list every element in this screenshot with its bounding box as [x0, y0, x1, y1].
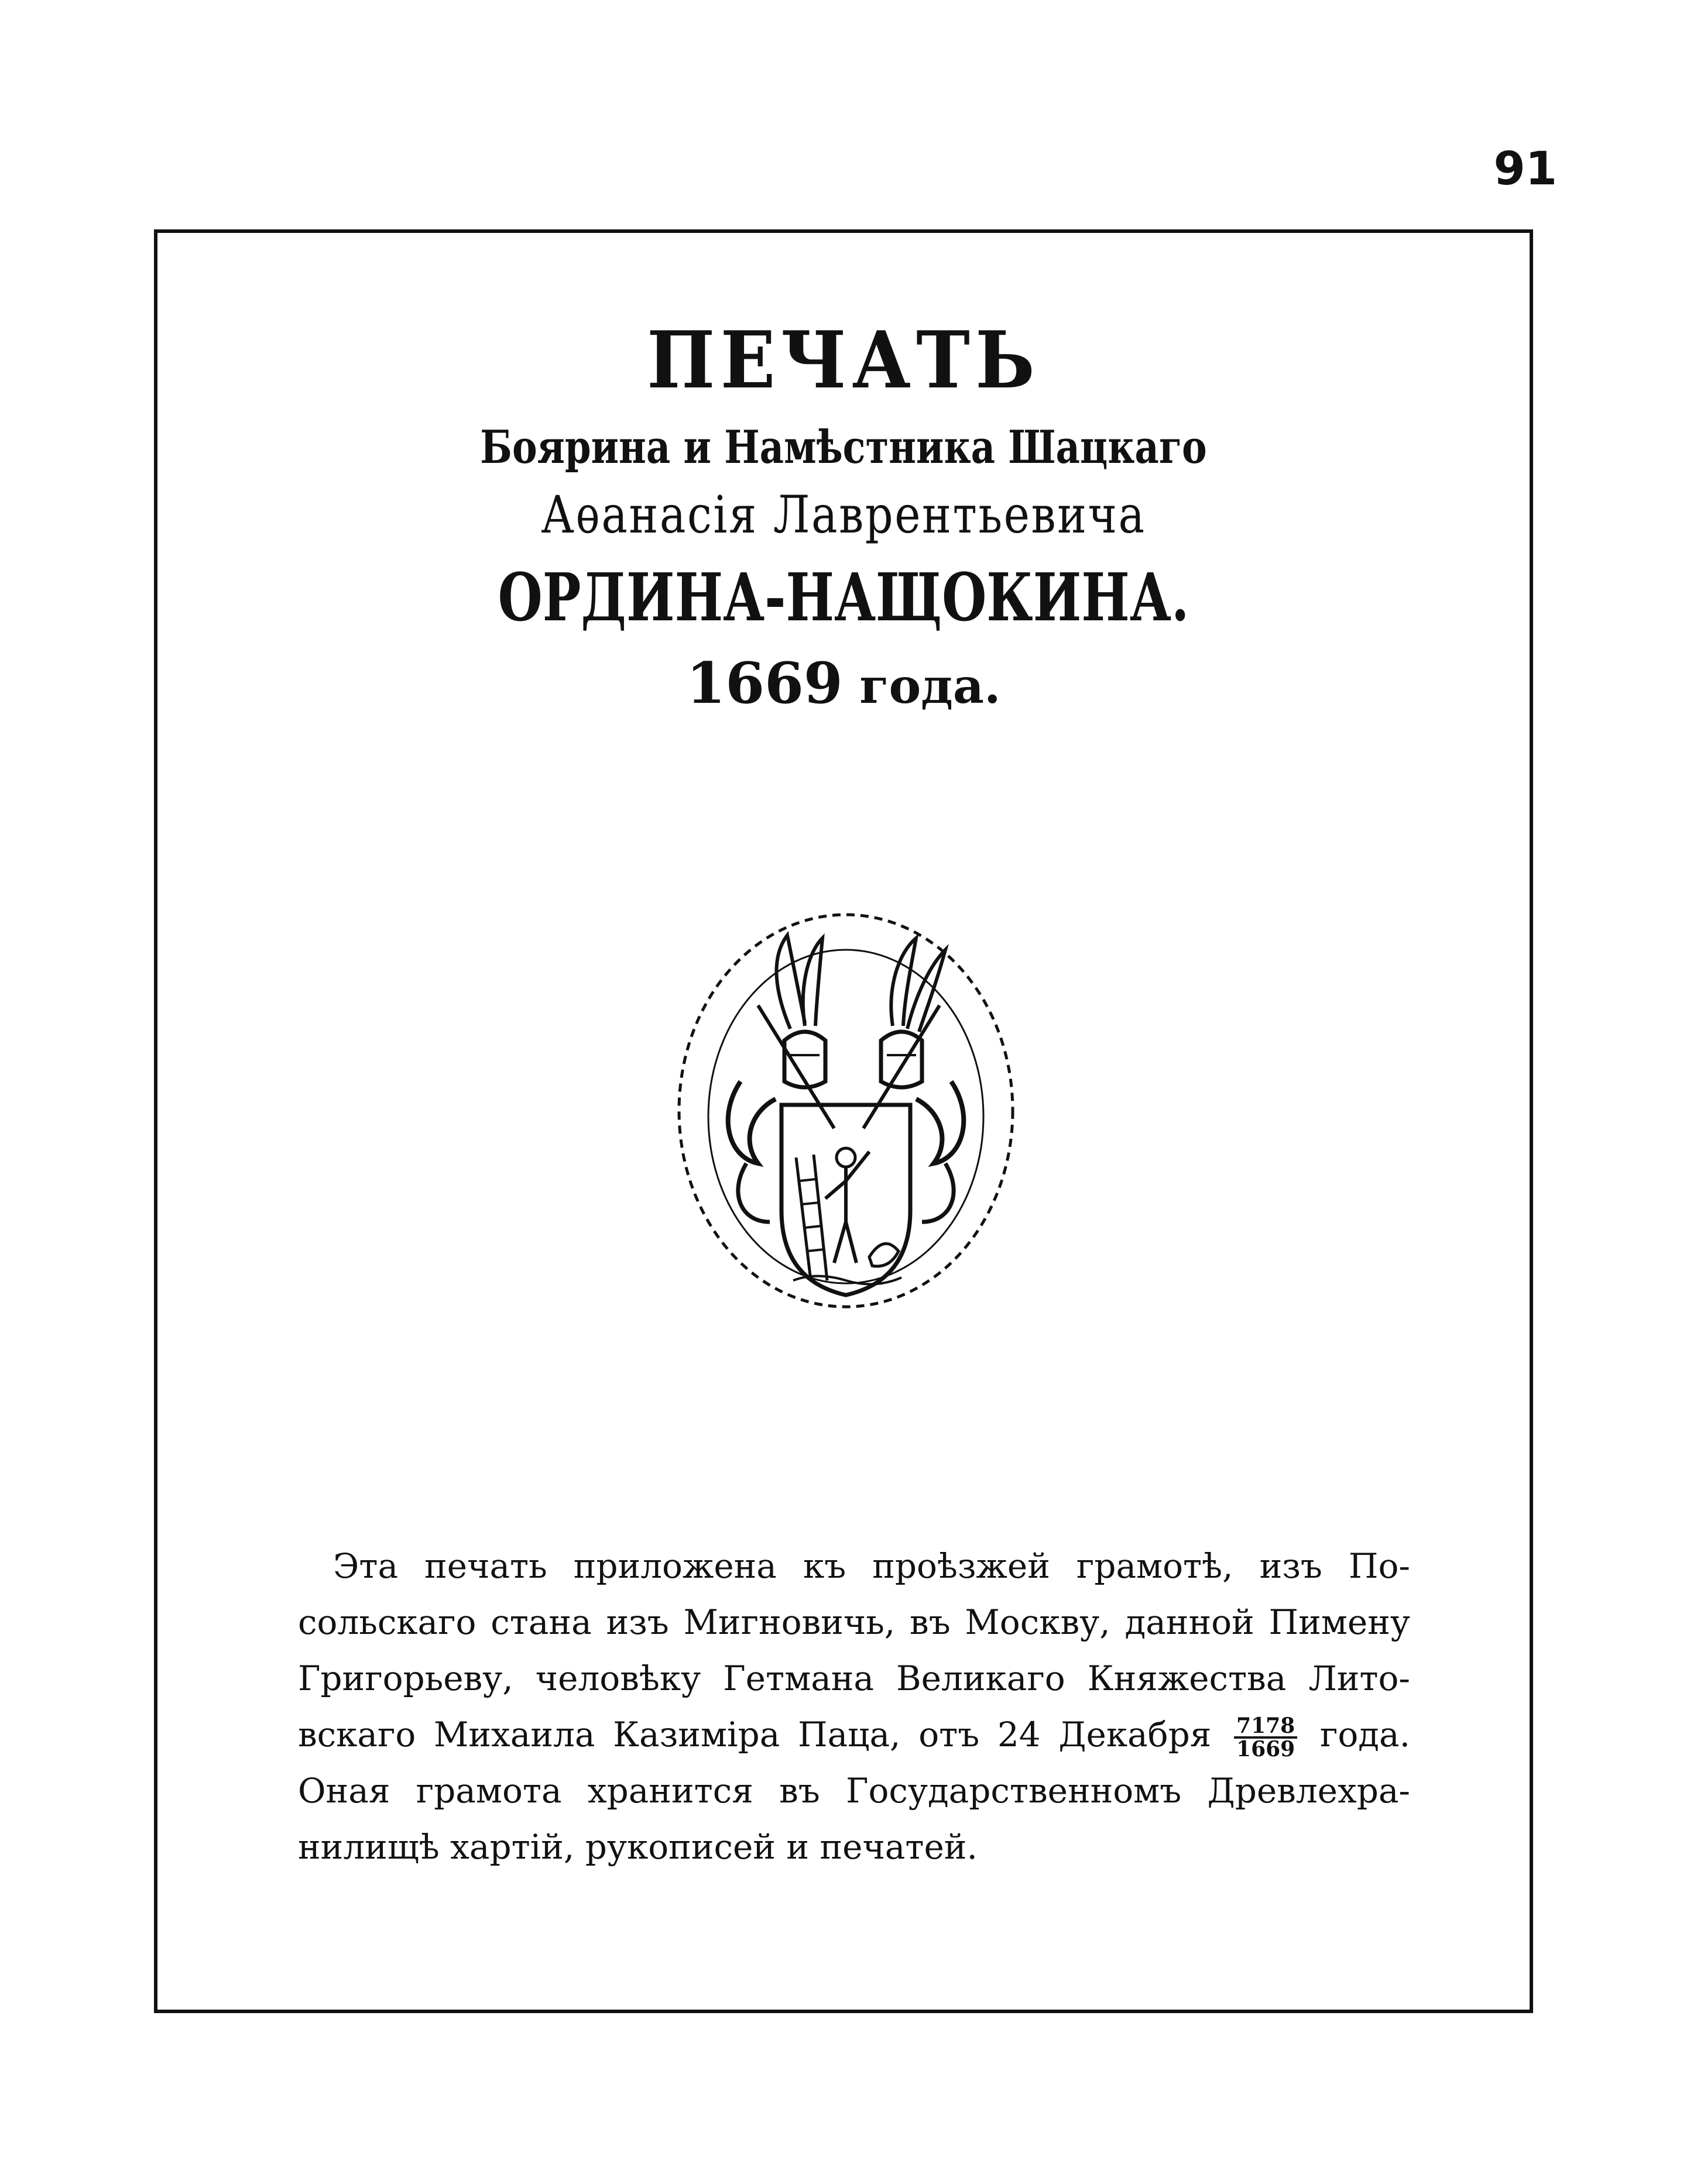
date-fraction	[1234, 1715, 1297, 1760]
title-year-word: года.	[859, 658, 1001, 715]
title-name-line: Аѳанасiя Лаврентьевича	[541, 485, 1146, 545]
description-line-4-end: года.	[1319, 1715, 1411, 1754]
coat-of-arms-seal-icon	[670, 906, 1021, 1316]
title-year: 1669	[686, 650, 843, 716]
description-line-5: Оная грамота хранится въ Государственномъ Древлехра-	[298, 1771, 1410, 1811]
description-line-4-text: вскаго Михаила Казимiра Паца, отъ 24 Декабря	[298, 1715, 1212, 1754]
title-heading: ПЕЧАТЬ	[646, 314, 1041, 406]
description-line-1: Эта печать приложена къ проѣзжей грамотѣ, изъ По-	[333, 1546, 1410, 1586]
description-line-2: сольскаго стана изъ Мигновичь, въ Москву, данной Пимену	[298, 1602, 1410, 1642]
description-line-6: нилищѣ хартiй, рукописей и печатей.	[298, 1827, 978, 1867]
page-number: 91	[1493, 143, 1557, 195]
title-block	[157, 314, 1530, 716]
description-paragraph	[298, 1538, 1410, 1875]
title-year-line	[157, 650, 1530, 716]
date-fraction-denominator: 1669	[1236, 1736, 1295, 1761]
page-frame	[154, 229, 1533, 2013]
title-rank-line: Боярина и Намѣстника Шацкаго	[480, 421, 1207, 474]
description-line-3: Григорьеву, человѣку Гетмана Великаго Княжества Лито-	[298, 1658, 1410, 1698]
title-surname-line: ОРДИНА-НАЩОКИНА.	[498, 559, 1189, 636]
description-line-4	[298, 1706, 1410, 1763]
date-fraction-numerator: 7178	[1234, 1715, 1297, 1739]
